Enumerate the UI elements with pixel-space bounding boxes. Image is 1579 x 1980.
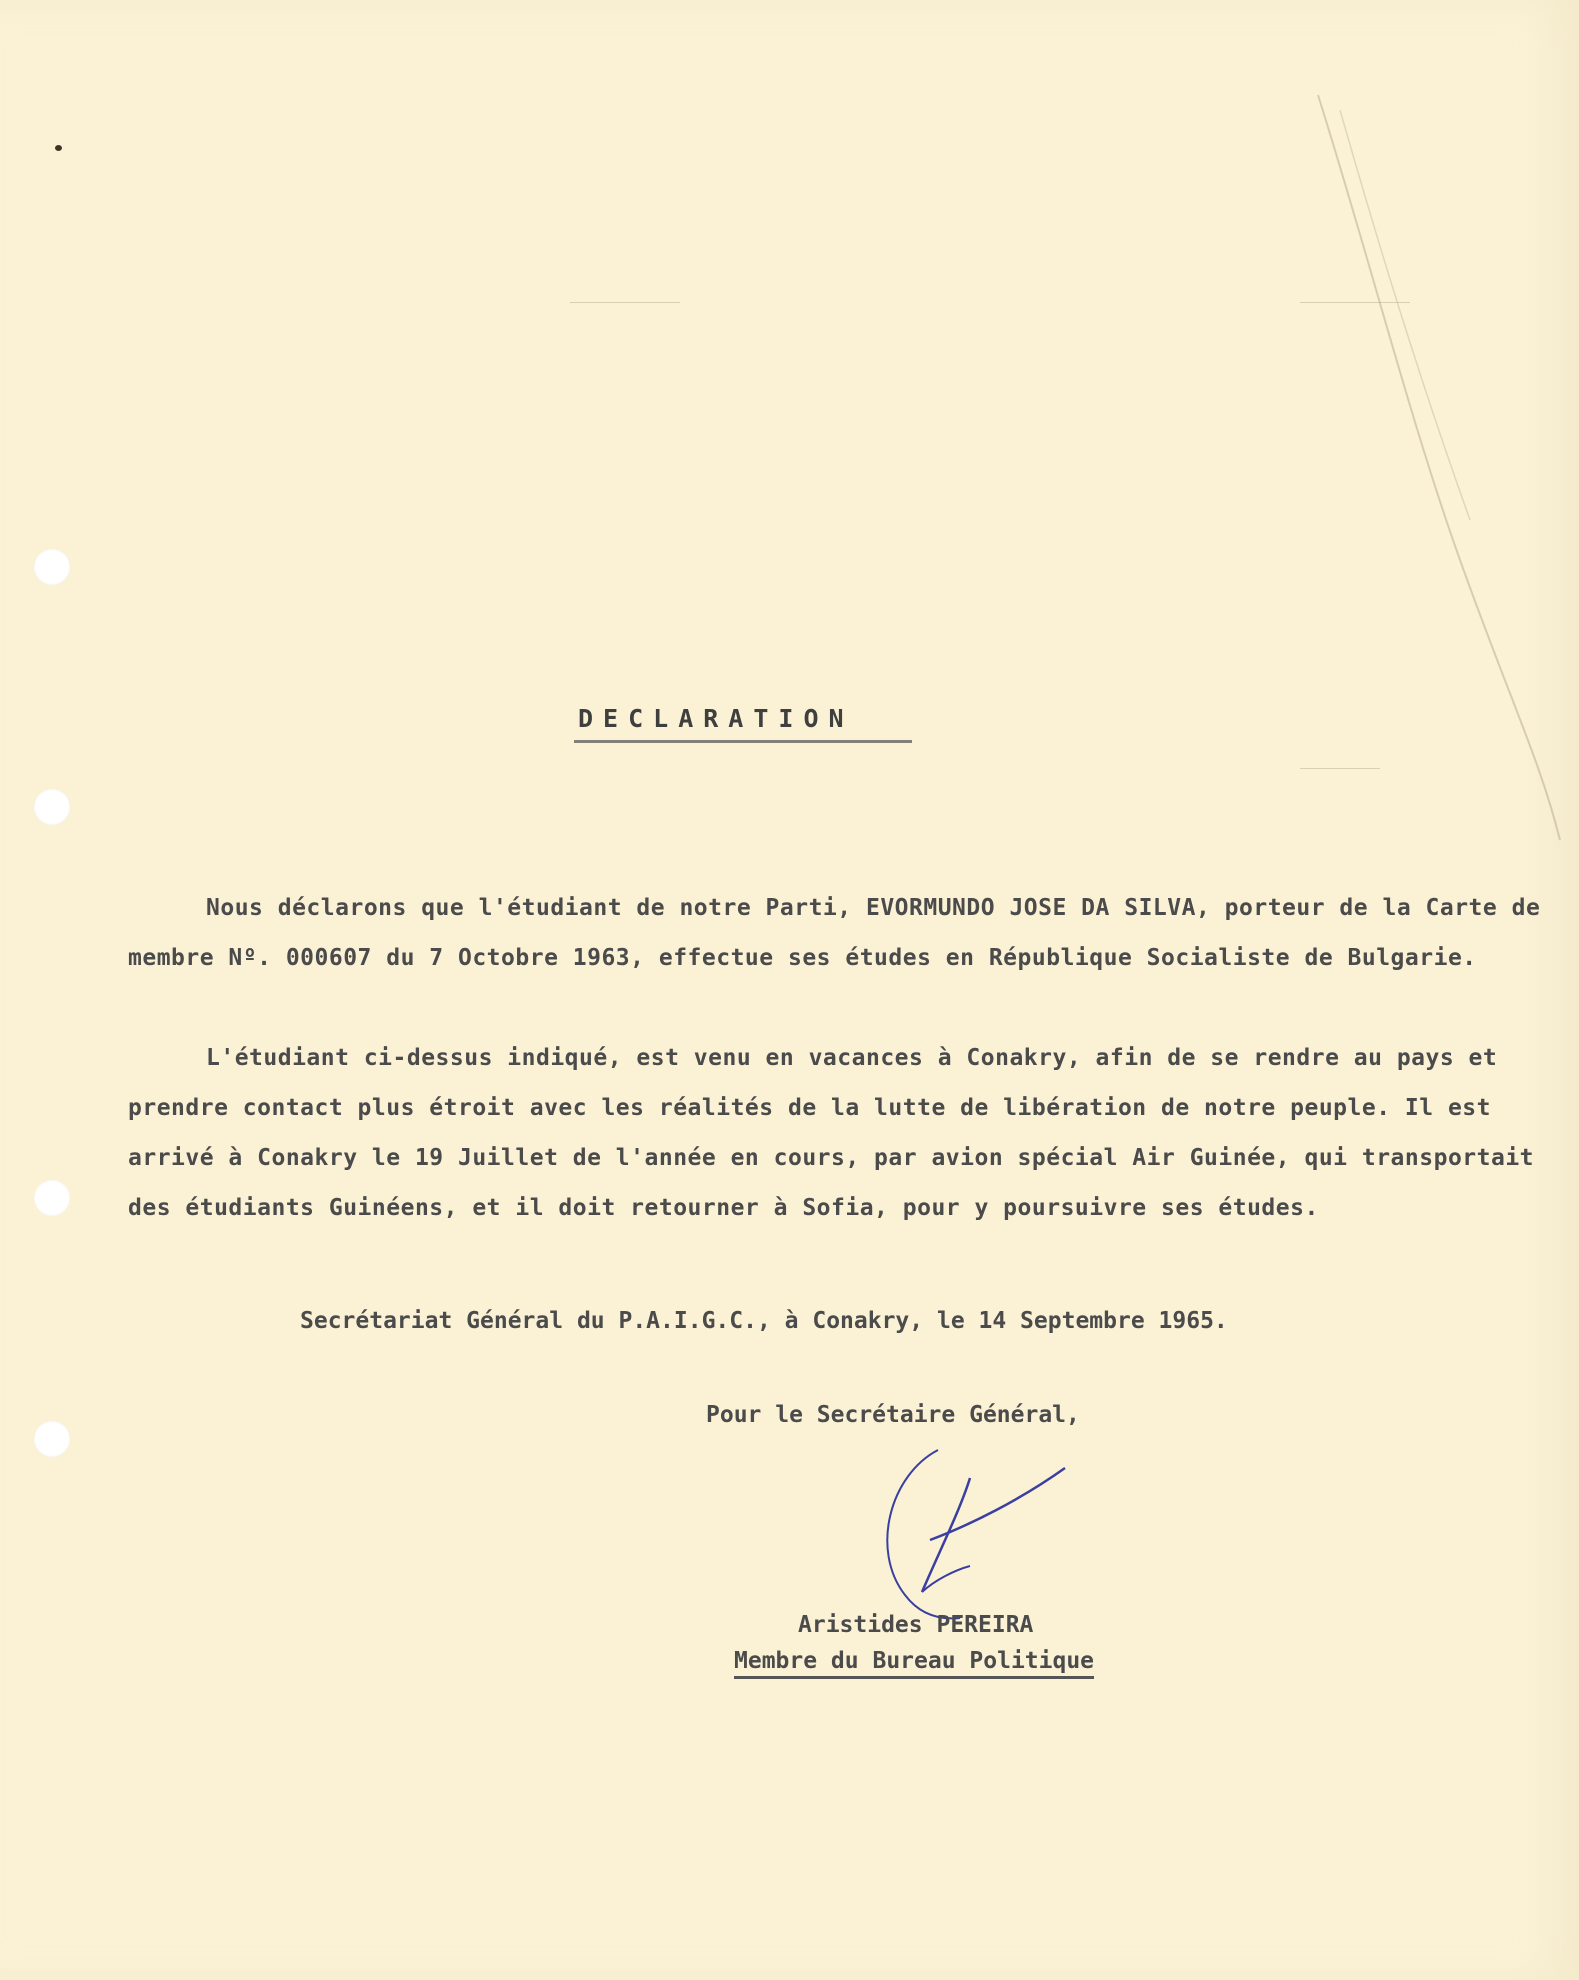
declaration-paragraph-2: L'étudiant ci-dessus indiqué, est venu en vacances à Conakry, afin de se rendre au pays et prendre contact plus étroit avec les réalités de la lutte de libération de notre peuple. Il est arrivé à Conakry le 19 Juillet de l'année en cours, par avion spécial Air Guinée, qui transportait des étudiants Guinéens, et il doit retourner à Sofia, pour y poursuivre ses études. <box>128 1045 1535 1221</box>
faint-mark <box>570 302 680 303</box>
faint-mark <box>1300 302 1410 303</box>
dateline: Secrétariat Général du P.A.I.G.C., à Conakry, le 14 Septembre 1965. <box>300 1308 1228 1334</box>
closing-line: Pour le Secrétaire Général, <box>706 1402 1080 1428</box>
handwritten-signature <box>860 1430 1090 1630</box>
signatory-name: Aristides PEREIRA <box>798 1612 1034 1638</box>
document-title: DECLARATION <box>578 704 854 733</box>
punch-hole <box>34 549 70 585</box>
declaration-paragraph-1: Nous déclarons que l'étudiant de notre Parti, EVORMUNDO JOSE DA SILVA, porteur de la Carte de membre Nº. 000607 du 7 Octobre 1963, effectue ses études en République Socialiste de Bulgarie. <box>128 895 1541 971</box>
ink-speck <box>55 145 62 151</box>
punch-hole <box>34 1180 70 1216</box>
faint-mark <box>1300 768 1380 769</box>
signatory-role: Membre du Bureau Politique <box>734 1648 1094 1679</box>
title-underline <box>574 740 912 743</box>
punch-hole <box>34 789 70 825</box>
punch-hole <box>34 1421 70 1457</box>
